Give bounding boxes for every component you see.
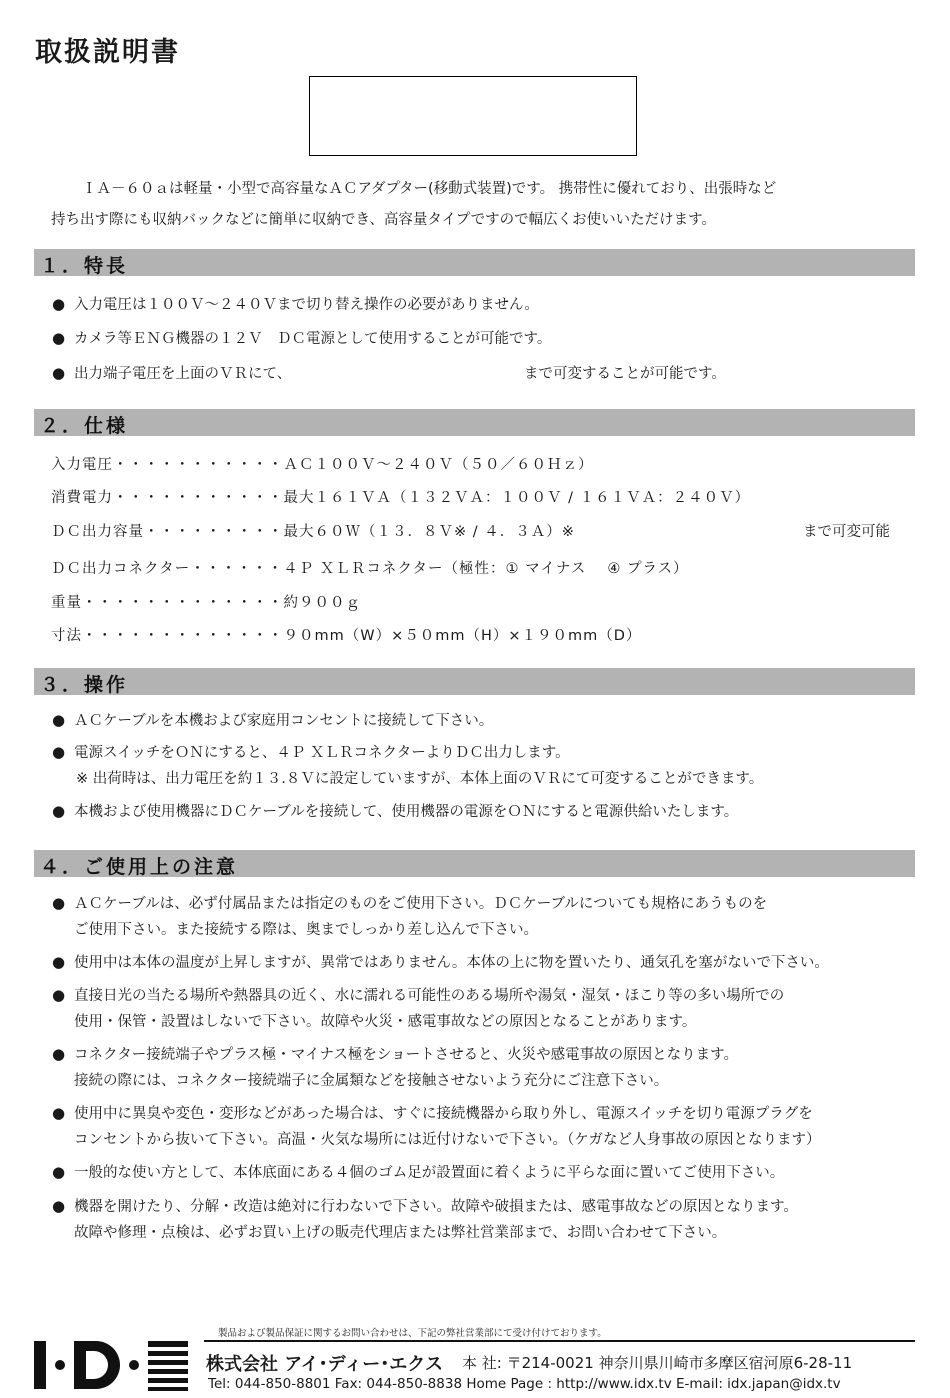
section-title-specs: ２．仕様 [40, 415, 129, 437]
caution-item-cont: 接続の際には、コネクター接続端子に金属類などを接触させないよう充分にご注意下さい。 [74, 1073, 669, 1089]
operation-note: ※ 出荷時は、出力電圧を約１３.８Ｖに設定していますが、本体上面のＶＲにて可変することができます。 [76, 771, 764, 787]
spec-row: ＤＣ出力コネクター・・・・・・４Ｐ ＸＬＲコネクター（極性：① マイナス ④ プラス） [51, 561, 689, 577]
caution-item: ● 一般的な使い方として、本体底面にある４個のゴム足が設置面に着くように平らな面に置いてご使用下さい。 [52, 1163, 785, 1181]
caution-item-cont: ご使用下さい。また接続する際は、奥までしっかり差し込んで下さい。 [74, 922, 538, 938]
caution-item: ● 機器を開けたり、分解・改造は絶対に行わないで下さい。故障や破損または、感電事故などの原因となります。 [52, 1197, 798, 1215]
bullet-icon: ● [52, 711, 66, 729]
feature-item: ● カメラ等ＥＮＧ機器の１２Ｖ ＤＣ電源として使用することが可能です。 [52, 329, 552, 347]
caution-item-cont: 使用・保管・設置はしないで下さい。故障や火災・感電事故などの原因となることがあります。 [74, 1014, 697, 1030]
caution-item: ● 使用中は本体の温度が上昇しますが、異常ではありません。本体の上に物を置いたり、通気孔を塞がないで下さい。 [52, 953, 829, 971]
caution-item-cont: 故障や修理・点検は、必ずお買い上げの販売代理店または弊社営業部まで、お問い合わせて下さい。 [74, 1225, 727, 1241]
bullet-icon: ● [52, 802, 66, 820]
footer-note: 製品および製品保証に関するお問い合わせは、下記の弊社営業部にて受け付けております。 [218, 1328, 607, 1339]
bullet-icon: ● [52, 986, 66, 1004]
bullet-icon: ● [52, 1163, 66, 1181]
section-bar-specs [34, 409, 915, 436]
caution-item: ● ＡＣケーブルは、必ず付属品または指定のものをご使用下さい。ＤＣケーブルについても規格にあうものを [52, 894, 768, 912]
section-bar-cautions [34, 850, 915, 877]
caution-item: ● 使用中に異臭や変色・変形などがあった場合は、すぐに接続機器から取り外し、電源スイッチを切り電源プラグを [52, 1104, 813, 1122]
footer-address: 本 社: 〒214-0021 神奈川県川崎市多摩区宿河原6-28-11 [462, 1354, 853, 1372]
caution-item-cont: コンセントから抜いて下さい。高温・火気な場所には近付けないで下さい。（ケガなど人身事故の原因となります） [74, 1132, 821, 1148]
company-logo [34, 1337, 194, 1393]
feature-item: ● 出力端子電圧を上面のＶＲにて、 [52, 364, 292, 382]
operation-item: ● 電源スイッチをＯＮにすると、４Ｐ ＸＬＲコネクターよりＤＣ出力します。 [52, 743, 570, 761]
caution-item: ● コネクター接続端子やプラス極・マイナス極をショートさせると、火災や感電事故の原因となります。 [52, 1045, 738, 1063]
spec-row: 消費電力・・・・・・・・・・・最大１６１ＶＡ（１３２ＶＡ：１００Ｖ / １６１ＶＡ：２４０Ｖ） [51, 490, 751, 506]
bullet-icon: ● [52, 1197, 66, 1215]
section-title-features: １．特長 [40, 255, 129, 277]
bullet-icon: ● [52, 295, 66, 313]
spec-row: 重量・・・・・・・・・・・・・約９００ｇ [51, 595, 361, 611]
spec-row: 寸法・・・・・・・・・・・・・９０mm（W）×５０mm（H）×１９０mm（D） [51, 628, 642, 644]
bullet-icon: ● [52, 329, 66, 347]
caution-item: ● 直接日光の当たる場所や熱器具の近く、水に濡れる可能性のある場所や湯気・湿気・ほこり等の多い場所での [52, 986, 785, 1004]
section-title-operation: ３．操作 [40, 674, 129, 696]
spec-row: ＤＣ出力容量・・・・・・・・・最大６０Ｗ（１３．８Ｖ※ / ４．３Ａ）※ [51, 524, 575, 540]
intro-line-2: 持ち出す際にも収納バックなどに簡単に収納でき、高容量タイプですので幅広くお使いいただけます。 [51, 212, 716, 228]
spec-row-tail: まで可変可能 [803, 524, 890, 540]
section-bar-features [34, 249, 915, 276]
bullet-icon: ● [52, 1045, 66, 1063]
bullet-icon: ● [52, 953, 66, 971]
section-bar-operation [34, 668, 915, 695]
bullet-icon: ● [52, 364, 66, 382]
spec-row: 入力電圧・・・・・・・・・・・ＡＣ１００Ｖ～２４０Ｖ（５０／６０Ｈｚ） [51, 457, 594, 473]
bullet-icon: ● [52, 894, 66, 912]
feature-item-tail: まで可変することが可能です。 [524, 366, 726, 382]
operation-item: ● ＡＣケーブルを本機および家庭用コンセントに接続して下さい。 [52, 711, 494, 729]
document-title: 取扱説明書 [35, 37, 180, 68]
section-title-cautions: ４．ご使用上の注意 [40, 856, 239, 878]
footer-contact: Tel: 044-850-8801 Fax: 044-850-8838 Home Page : http://www.idx.tv E-mail: idx.japan@idx.tv [208, 1376, 841, 1392]
footer-rule [204, 1340, 915, 1342]
bullet-icon: ● [52, 743, 66, 761]
bullet-icon: ● [52, 1104, 66, 1122]
feature-item: ● 入力電圧は１００Ｖ～２４０Ｖまで切り替え操作の必要がありません。 [52, 295, 539, 313]
intro-line-1: ＩＡ－６０ａは軽量・小型で高容量なＡＣアダプター(移動式装置)です。 携帯性に優れており、出張時など [82, 181, 777, 197]
operation-item: ● 本機および使用機器にＤＣケーブルを接続して、使用機器の電源をＯＮにすると電源供給いたします。 [52, 802, 739, 820]
footer-company: 株式会社 アイ･ディー･エクス [206, 1354, 444, 1375]
product-photo-placeholder [309, 76, 637, 156]
